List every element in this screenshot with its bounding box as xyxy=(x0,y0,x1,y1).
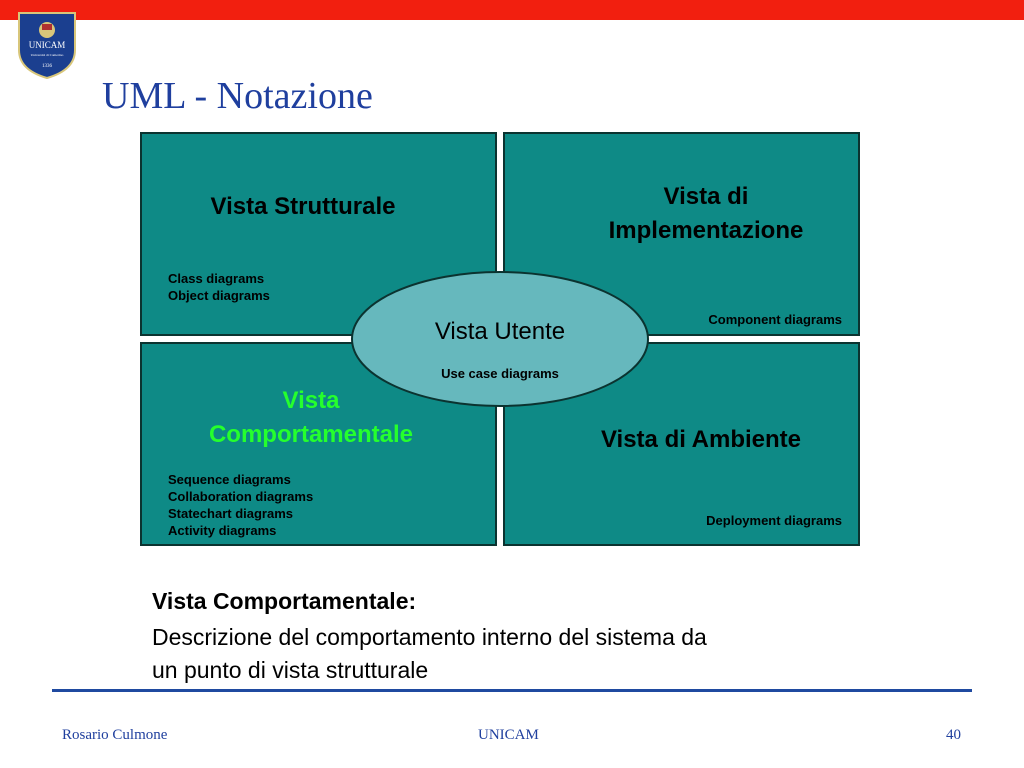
logo-year: 1336 xyxy=(42,64,52,69)
quadrant-item: Component diagrams xyxy=(708,312,842,327)
quadrant-title-line: Vista di xyxy=(663,183,749,210)
top-accent-bar xyxy=(0,0,1024,20)
description-heading: Vista Comportamentale: xyxy=(152,588,417,614)
logo-subtext: Università di Camerino xyxy=(30,53,64,57)
description-line: un punto di vista strutturale xyxy=(152,657,429,683)
vista-utente-title: Vista Utente xyxy=(434,318,566,345)
vista-utente-item: Use case diagrams xyxy=(441,366,559,381)
slide-title: UML - Notazione xyxy=(102,75,373,117)
quadrant-item: Object diagrams xyxy=(168,288,270,303)
quadrant-item: Statechart diagrams xyxy=(168,506,293,521)
quadrant-item: Activity diagrams xyxy=(168,523,277,538)
quadrant-item: Class diagrams xyxy=(168,271,265,286)
logo-text: UNICAM xyxy=(28,40,66,50)
quadrant-title-line: Vista xyxy=(282,387,340,414)
quadrant-title: Vista Strutturale xyxy=(210,193,396,220)
footer-institution: UNICAM xyxy=(478,727,539,743)
description-body xyxy=(152,621,852,687)
description-line: Descrizione del comportamento interno del sistema da xyxy=(152,624,707,650)
footer-divider xyxy=(52,689,972,692)
footer-author: Rosario Culmone xyxy=(62,727,168,743)
quadrant-title-line: Implementazione xyxy=(608,217,804,244)
footer-page-number: 40 xyxy=(946,727,961,743)
quadrant-item: Deployment diagrams xyxy=(706,513,842,528)
quadrant-item: Collaboration diagrams xyxy=(168,489,314,504)
quadrant-title-line: Comportamentale xyxy=(208,421,414,448)
unicam-logo xyxy=(16,10,78,80)
quadrant-title: Vista di Ambiente xyxy=(600,426,802,453)
quadrant-item: Sequence diagrams xyxy=(168,472,291,487)
